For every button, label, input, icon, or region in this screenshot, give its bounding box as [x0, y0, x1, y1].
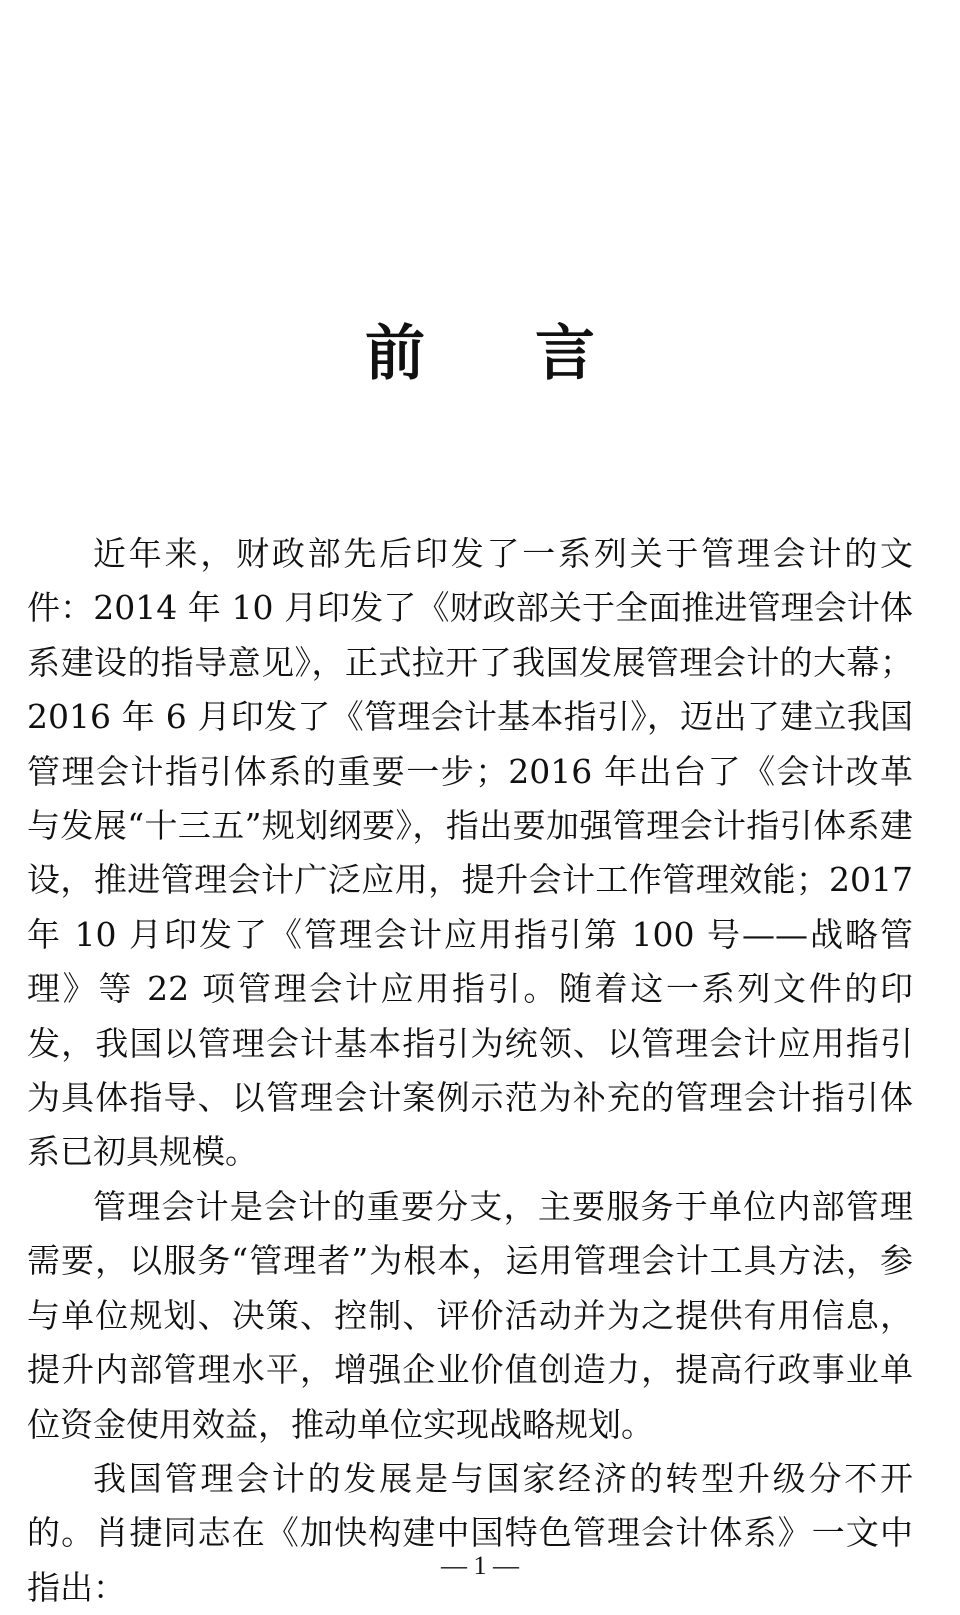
chapter-title: 前言 [365, 319, 705, 390]
page-number: — 1 — [441, 1551, 519, 1580]
paragraph: 管理会计是会计的重要分支，主要服务于单位内部管理需要，以服务“管理者”为根本，运用管理会计工具方法，参与单位规划、决策、控制、评价活动并为之提供有用信息，提升内部管理水平，增强企业价值创造力，提高行政事业单位资金使用效益，推动单位实现战略规划。 [27, 1186, 913, 1444]
preface-body [27, 527, 913, 1615]
paragraph: 我国管理会计的发展是与国家经济的转型升级分不开的。肖捷同志在《加快构建中国特色管理会计体系》一文中指出： [27, 1458, 913, 1607]
paragraph: 近年来，财政部先后印发了一系列关于管理会计的文件：2014 年 10 月印发了《财政部关于全面推进管理会计体系建设的指导意见》，正式拉开了我国发展管理会计的大幕；2016 年 6 月印发了《管理会计基本指引》，迈出了建立我国管理会计指引体系的重要一步；2016 年出台了《会计改革与发展“十三五”规划纲要》，指出要加强管理会计指引体系建设，推进管理会计广泛应用，提升会计工作管理效能；2017 年 10 月印发了《管理会计应用指引第 100 号——战略管理》等 22 项管理会计应用指引。随着这一系列文件的印发，我国以管理会计基本指引为统领、以管理会计应用指引为具体指导、以管理会计案例示范为补充的管理会计指引体系已初具规模。 [27, 534, 913, 1172]
